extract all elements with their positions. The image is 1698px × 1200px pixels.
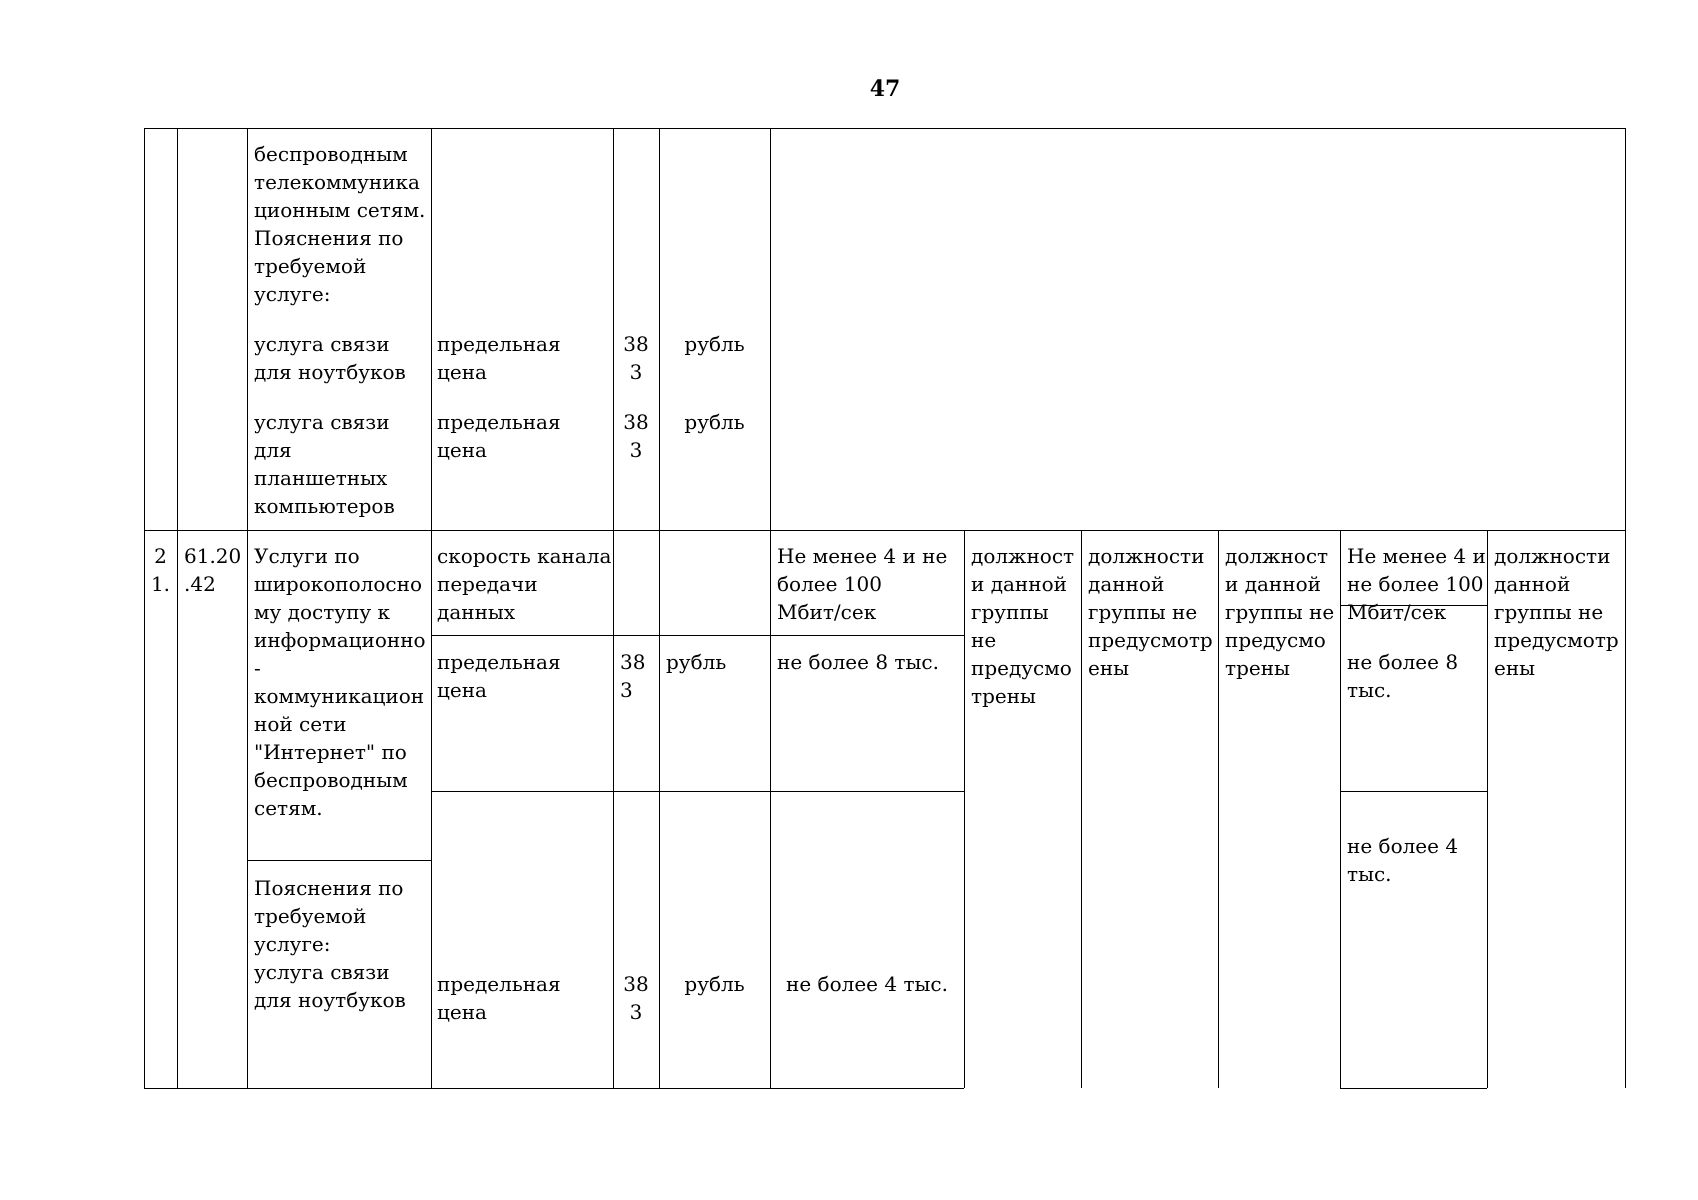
column-divider <box>1487 530 1488 1088</box>
cell-okei-code: 38 3 <box>623 410 649 462</box>
cell-unit: рубль <box>684 332 745 356</box>
cell-group-3: должност и данной группы не предусмо трены <box>1225 544 1335 680</box>
cell-service-name: Услуги по широкополосно му доступу к информационно - коммуникацион ной сети "Интернет" по беспроводным сетям. <box>254 544 426 820</box>
table-border-bottom <box>144 1088 964 1089</box>
cell-characteristic: предельная цена <box>437 972 561 1024</box>
row-divider <box>431 635 964 636</box>
cell-group-4-price: не более 4 тыс. <box>1347 834 1459 886</box>
cell-characteristic: предельная цена <box>437 332 561 384</box>
column-divider <box>1081 530 1082 1088</box>
cell-okei-code: 38 3 <box>620 650 646 702</box>
column-divider <box>177 128 178 1088</box>
cell-unit: рубль <box>684 410 745 434</box>
column-divider <box>1340 530 1341 1088</box>
cell-group-4-speed: Не менее 4 и не более 100 Мбит/сек <box>1347 544 1486 624</box>
row-divider <box>431 791 964 792</box>
cell-characteristic: скорость канала передачи данных <box>437 544 612 624</box>
column-divider <box>431 128 432 1088</box>
column-divider <box>659 128 660 1088</box>
cell-description-continuation: беспроводным телекоммуника ционным сетям. Пояснения по требуемой услуге: <box>254 142 426 306</box>
cell-service-name: услуга связи для ноутбуков <box>254 332 406 384</box>
row-divider <box>144 530 1626 531</box>
row-divider <box>247 860 431 861</box>
column-divider <box>1218 530 1219 1088</box>
table-border-bottom <box>1340 1088 1487 1089</box>
cell-okpd-code: 61.20 .42 <box>184 544 242 596</box>
column-divider <box>964 530 965 1088</box>
cell-group-1: должност и данной группы не предусмо трены <box>971 544 1075 708</box>
table-border-top <box>144 128 1626 129</box>
table-border-right <box>1625 128 1626 1088</box>
cell-value: Не менее 4 и не более 100 Мбит/сек <box>777 544 948 624</box>
cell-service-name: услуга связи для планшетных компьютеров <box>254 410 395 518</box>
cell-characteristic: предельная цена <box>437 410 561 462</box>
cell-okei-code: 38 3 <box>623 972 649 1024</box>
cell-characteristic: предельная цена <box>437 650 561 702</box>
column-divider <box>770 128 771 1088</box>
column-divider <box>247 128 248 1088</box>
cell-unit: рубль <box>666 650 727 674</box>
table-border-left <box>144 128 145 1088</box>
cell-group-4-price: не более 8 тыс. <box>1347 650 1459 702</box>
cell-value: не более 4 тыс. <box>786 972 948 996</box>
column-divider <box>613 128 614 1088</box>
cell-group-5: должности данной группы не предусмотр ены <box>1494 544 1619 680</box>
cell-row-number: 2 1. <box>150 544 171 596</box>
cell-value: не более 8 тыс. <box>777 650 939 674</box>
cell-explanation: Пояснения по требуемой услуге: услуга связи для ноутбуков <box>254 876 406 1012</box>
cell-unit: рубль <box>684 972 745 996</box>
page-number: 47 <box>869 76 901 102</box>
cell-group-2: должности данной группы не предусмотр ены <box>1088 544 1213 680</box>
row-divider <box>1340 791 1487 792</box>
cell-okei-code: 38 3 <box>623 332 649 384</box>
